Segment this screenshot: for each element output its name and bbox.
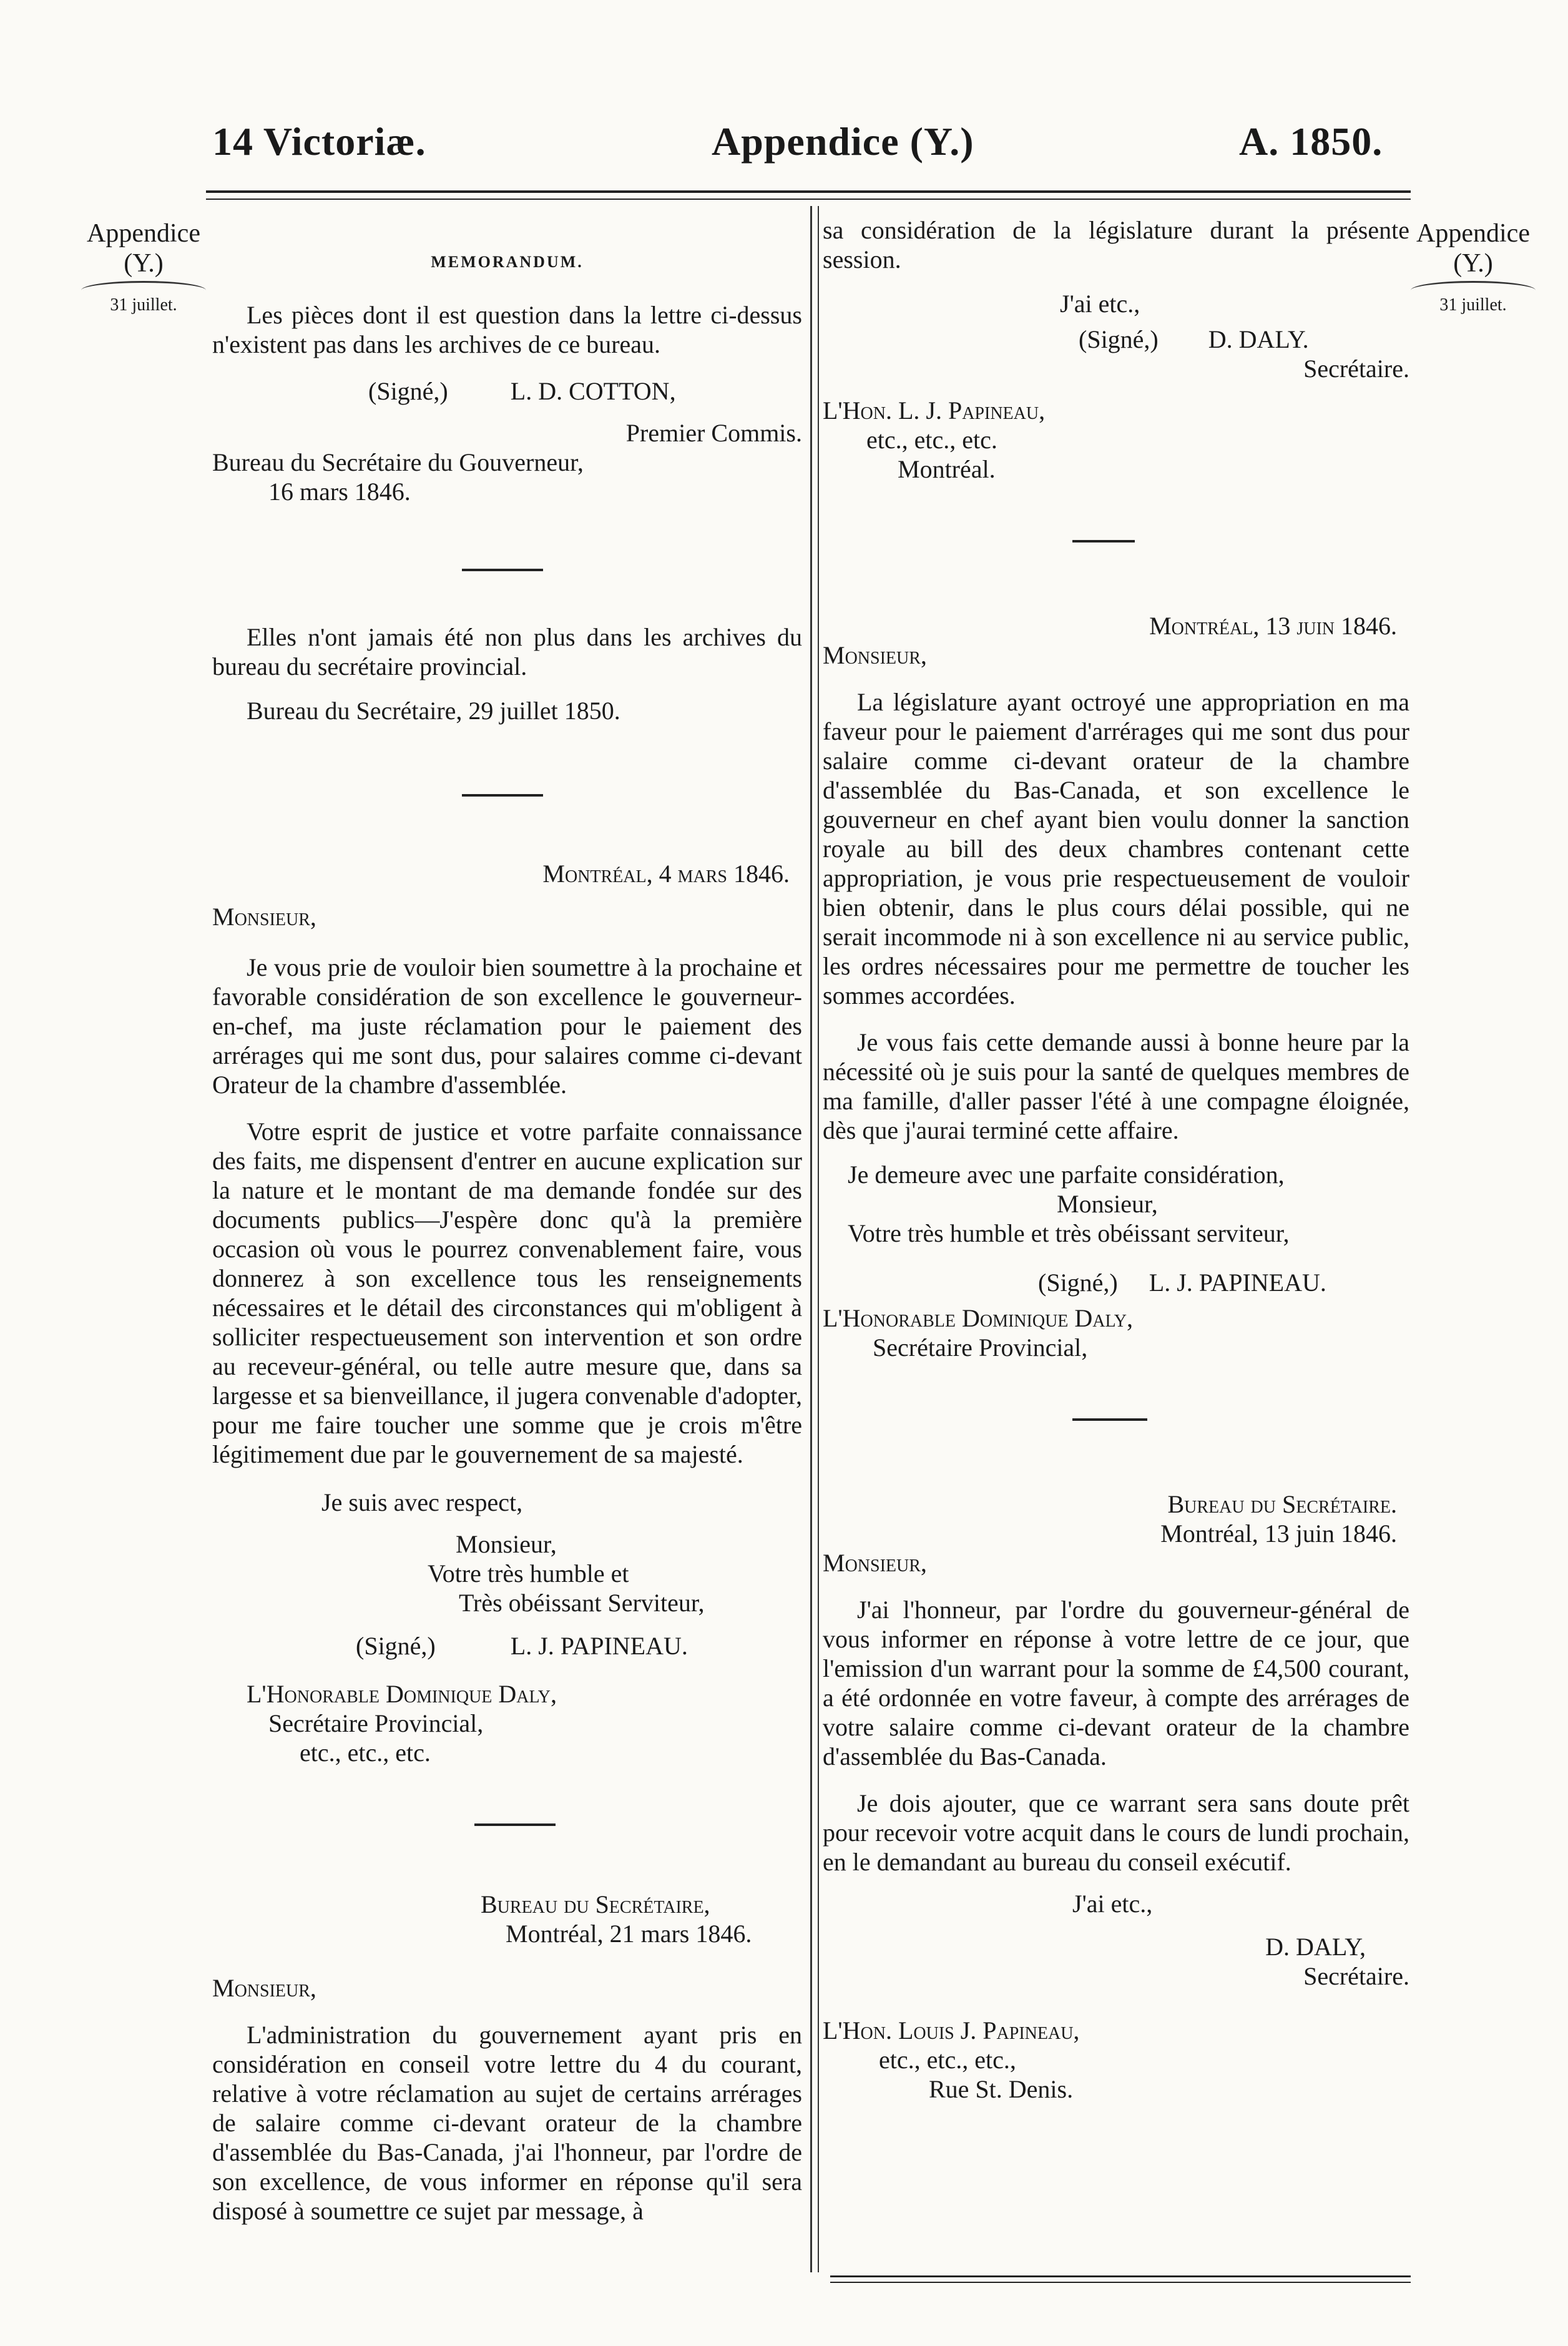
column-divider [810,206,812,2272]
letter1-closing2: Monsieur, [456,1530,557,1558]
letter3-addr2: Secrétaire Provincial, [873,1333,1088,1362]
right-margin-sub: (Y.) [1453,249,1493,278]
header-rule-top [206,190,1411,193]
memo-office: Bureau du Secrétaire du Gouverneur, [212,448,584,476]
memo-signed-name: L. D. COTTON, [510,377,676,405]
memo-title: MEMORANDUM. [431,253,584,271]
footer-rule [830,2275,1411,2277]
letter3-p1: La législature ayant octroyé une appropriation en ma faveur pour le paiement d'arrérages qui me sont dus pour salaire comme ci-devant orateur de la chambre d'assemblée du Bas-Canada, et son excellence le gouverneur en chef ayant bien voulu donner la sanction royale au bill des deux chambres contenant cette appropriation, je vous prie respectueusement de vouloir bien obtenir, dans le plus cours délai possible, qui ne serait incommode ni à son excellence ni au service public, les ordres nécessaires pour me permettre de toucher les sommes accordées. [823,688,1409,1009]
right-margin-label: Appendice [1416,219,1530,248]
letter1-closing4: Très obéissant Serviteur, [459,1589,705,1617]
letter4-signed-name: D. DALY, [1265,1933,1366,1961]
letter1-addr3: etc., etc., etc. [300,1739,431,1767]
left-margin-brace [81,281,206,290]
letter4-p1: J'ai l'honneur, par l'ordre du gouverneur-général de vous informer en réponse à votre lettre de ce jour, que l'emission d'un warrant pour la somme de £4,500 courant, a été ordonnée en votre faveur, à compte des arrérages de votre salaire comme ci-devant orateur de la chambre d'assemblée du Bas-Canada. [823,1596,1409,1770]
letter1-addr2: Secrétaire Provincial, [268,1709,484,1737]
footer-rule-2 [830,2282,1411,2283]
memo-signed-label: (Signé,) [368,377,448,405]
cont-signed-label: (Signé,) [1079,325,1159,353]
left-margin-label: Appendice [87,219,200,248]
right-column [823,215,1409,2104]
header-right: A. 1850. [1239,119,1383,164]
cont-text: sa considération de la législature durant la présente session. [823,216,1409,273]
letter2-p1: L'administration du gouvernement ayant pris en considération en conseil votre lettre du 4 du courant, relative à votre réclamation au sujet de certains arrérages de salaire comme ci-devant orateur de la chambre d'assemblée du Bas-Canada, j'ai l'honneur, par l'ordre de son excellence, de vous informer en réponse qu'il sera disposé à soumettre ce sujet par message, à [212,2021,802,2225]
letter4-addr2: etc., etc., etc., [879,2046,1016,2074]
letter1-dateline: Montréal, 4 mars 1846. [542,860,790,888]
letter4-date: Montréal, 13 juin 1846. [1160,1519,1397,1548]
header-rule-bottom [206,199,1411,200]
cont-signed-title: Secrétaire. [1303,355,1409,383]
separator-1 [462,569,543,571]
letter3-closing3: Votre très humble et très obéissant serviteur, [848,1219,1290,1247]
letter1-p2: Votre esprit de justice et votre parfaite connaissance des faits, me dispensent d'entrer en aucune explication sur la nature et le montant de ma demande fondée sur des documents publics—J'espère donc qu'à la première occasion où vous le pourrez convenablement faire, vous donnerez à son excellence tous les renseignements nécessaires et le détail des circonstances qui m'obligent à solliciter respectueusement son intervention et son ordre au receveur-général, ou telle autre mesure que, dans sa largesse et sa bienveillance, il jugera convenable d'adopter, pour me faire toucher une somme que je crois m'être légitimement due par le gouvernement de sa majesté. [212,1117,802,1468]
left-margin-date: 31 juillet. [110,295,177,315]
letter1-addr1: L'Honorable Dominique Daly, [247,1680,557,1708]
letter4-signed-title: Secrétaire. [1303,1962,1409,1990]
memo-signed-title: Premier Commis. [625,419,802,447]
right-margin-date: 31 juillet. [1439,295,1507,315]
note-text: Elles n'ont jamais été non plus dans les archives du bureau du secrétaire provincial. [212,623,802,680]
cont-signature [823,325,1409,354]
letter1-p1: Je vous prie de vouloir bien soumettre à la prochaine et favorable considération de son excellence le gouverneur-en-chef, ma juste réclamation pour le paiement des arrérages qui me sont dus, pour salaires comme ci-devant Orateur de la chambre d'assemblée. [212,953,802,1099]
letter4-p2: Je dois ajouter, que ce warrant sera sans doute prêt pour recevoir votre acquit dans le cours de lundi prochain, en le demandant au bureau du conseil exécutif. [823,1789,1409,1876]
header-center: Appendice (Y.) [712,119,974,164]
letter1-signature [212,1631,802,1661]
letter4-office: Bureau du Secrétaire. [1167,1490,1397,1518]
right-margin-note [1404,218,1542,320]
letter1-closing1: Je suis avec respect, [321,1488,523,1516]
separator-4 [1072,540,1135,542]
letter2-office: Bureau du Secrétaire, [481,1890,710,1918]
letter3-addr1: L'Honorable Dominique Daly, [823,1304,1134,1332]
letter3-signature [823,1268,1409,1297]
letter3-salutation: Monsieur, [823,641,927,669]
memo-signature [212,376,802,406]
left-margin-sub: (Y.) [124,249,164,278]
letter1-closing3: Votre très humble et [428,1559,629,1588]
letter3-closing1: Je demeure avec une parfaite considération, [848,1161,1285,1189]
cont-addr1: L'Hon. L. J. Papineau, [823,396,1046,425]
cont-addr3: Montréal. [898,455,996,483]
left-column [212,243,802,2226]
separator-3 [474,1823,556,1826]
letter3-signed-name: L. J. PAPINEAU. [1149,1269,1326,1297]
right-margin-brace [1411,281,1536,290]
letter1-signed-name: L. J. PAPINEAU. [510,1632,688,1660]
letter3-signed-label: (Signé,) [1038,1269,1118,1297]
cont-signed-name: D. DALY. [1208,325,1309,353]
cont-addr2: etc., etc., etc. [866,426,997,454]
letter4-addr1: L'Hon. Louis J. Papineau, [823,2016,1080,2044]
memo-text: Les pièces dont il est question dans la lettre ci-dessus n'existent pas dans les archives de ce bureau. [212,301,802,358]
header-left: 14 Victoriæ. [212,119,426,164]
letter3-closing2: Monsieur, [1057,1190,1158,1218]
column-divider-inner [818,206,819,2272]
note-office-date: Bureau du Secrétaire, 29 juillet 1850. [247,697,620,725]
letter4-closing: J'ai etc., [1072,1890,1153,1918]
separator-5 [1072,1418,1147,1421]
letter4-salutation: Monsieur, [823,1549,927,1577]
letter2-salutation: Monsieur, [212,1974,316,2002]
left-margin-note [75,218,212,320]
letter4-addr3: Rue St. Denis. [929,2075,1074,2103]
letter3-dateline: Montréal, 13 juin 1846. [1149,612,1397,640]
cont-closing: J'ai etc., [1060,290,1140,318]
letter1-salutation: Monsieur, [212,903,316,931]
letter1-signed-label: (Signé,) [356,1632,436,1660]
separator-2 [462,794,543,797]
memo-date: 16 mars 1846. [268,478,411,506]
letter2-date: Montréal, 21 mars 1846. [506,1920,752,1948]
letter3-p2: Je vous fais cette demande aussi à bonne heure par la nécessité où je suis pour la santé de quelques membres de ma famille, d'aller passer l'été à une compagne éloignée, dès que j'aurai terminé cette affaire. [823,1028,1409,1144]
